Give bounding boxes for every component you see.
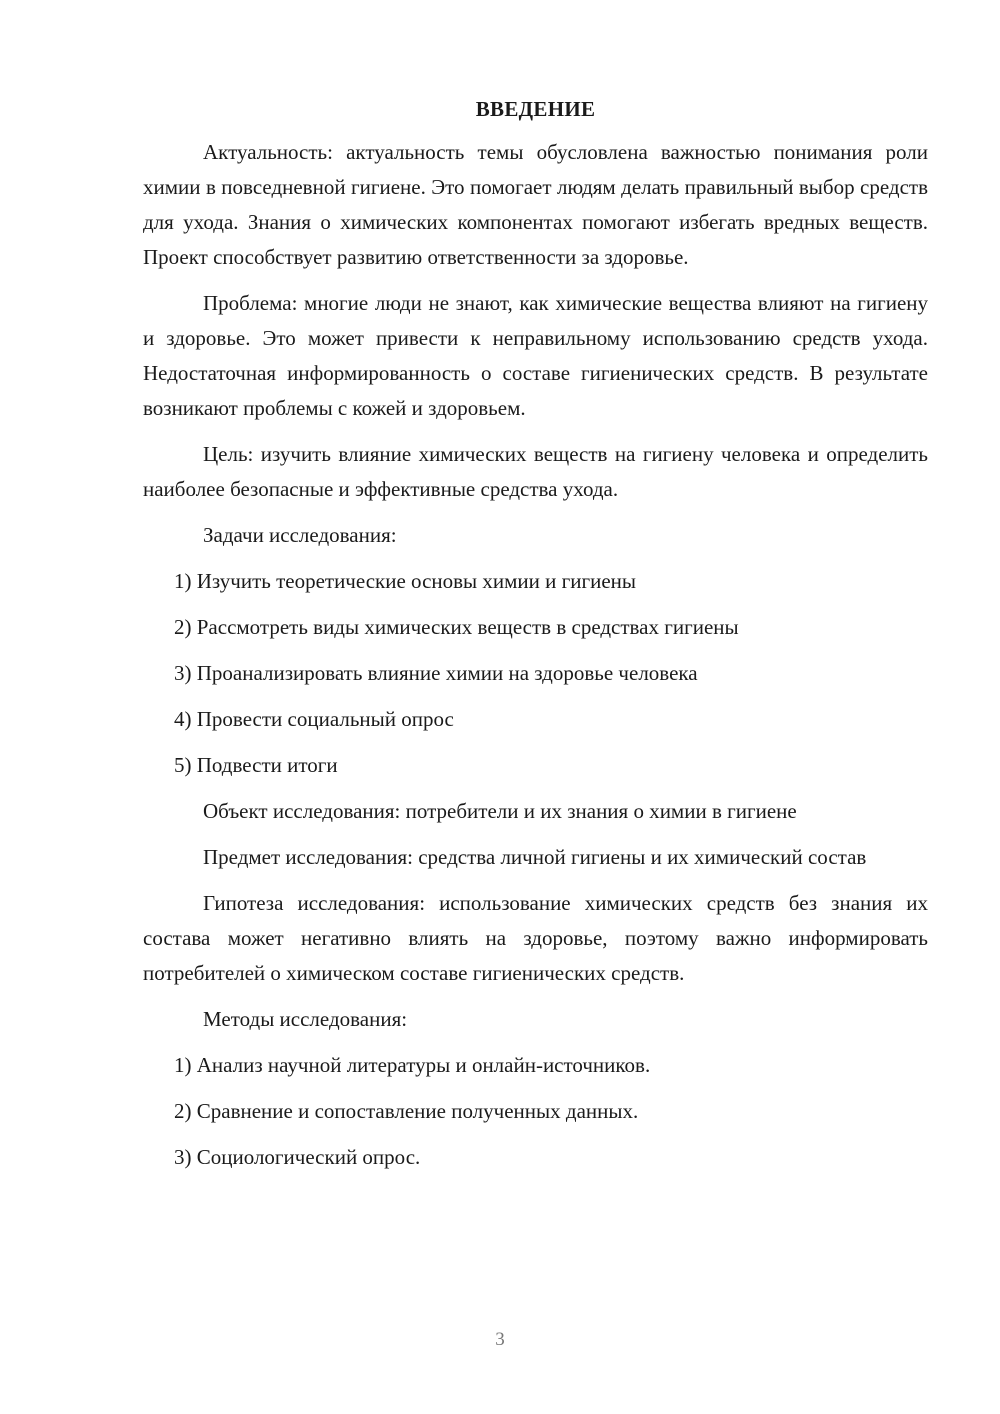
task-item: 4) Провести социальный опрос	[174, 707, 454, 731]
goal-paragraph: Цель: изучить влияние химических веществ на гигиену человека и определить наиболее безопасные и эффективные средства ухода.	[143, 442, 928, 501]
document-page	[143, 92, 928, 1175]
method-item: 1) Анализ научной литературы и онлайн-источников.	[174, 1053, 651, 1077]
relevance-paragraph: Актуальность: актуальность темы обусловлена важностью понимания роли химии в повседневной гигиене. Это помогает людям делать правильный выбор средств для ухода. Знания о химических компонентах помогают избегать вредных веществ. Проект способствует развитию ответственности за здоровье.	[143, 140, 928, 269]
method-item: 2) Сравнение и сопоставление полученных данных.	[174, 1099, 639, 1123]
methods-heading: Методы исследования:	[203, 1007, 408, 1031]
page-number: 3	[495, 1329, 505, 1350]
method-item: 3) Социологический опрос.	[174, 1145, 421, 1169]
page-title: ВВЕДЕНИЕ	[475, 97, 596, 121]
task-item: 5) Подвести итоги	[174, 753, 338, 777]
subject-paragraph: Предмет исследования: средства личной гигиены и их химический состав	[203, 845, 867, 869]
task-item: 1) Изучить теоретические основы химии и гигиены	[174, 569, 637, 593]
tasks-heading: Задачи исследования:	[203, 523, 397, 547]
task-item: 3) Проанализировать влияние химии на здоровье человека	[174, 661, 698, 685]
hypothesis-paragraph: Гипотеза исследования: использование химических средств без знания их состава может негативно влиять на здоровье, поэтому важно информировать потребителей о химическом составе гигиенических средств.	[143, 891, 928, 985]
object-paragraph: Объект исследования: потребители и их знания о химии в гигиене	[203, 799, 797, 823]
problem-paragraph: Проблема: многие люди не знают, как химические вещества влияют на гигиену и здоровье. Это может привести к неправильному использованию средств ухода. Недостаточная информированность о составе гигиенических средств. В результате возникают проблемы с кожей и здоровьем.	[143, 291, 928, 420]
task-item: 2) Рассмотреть виды химических веществ в средствах гигиены	[174, 615, 739, 639]
